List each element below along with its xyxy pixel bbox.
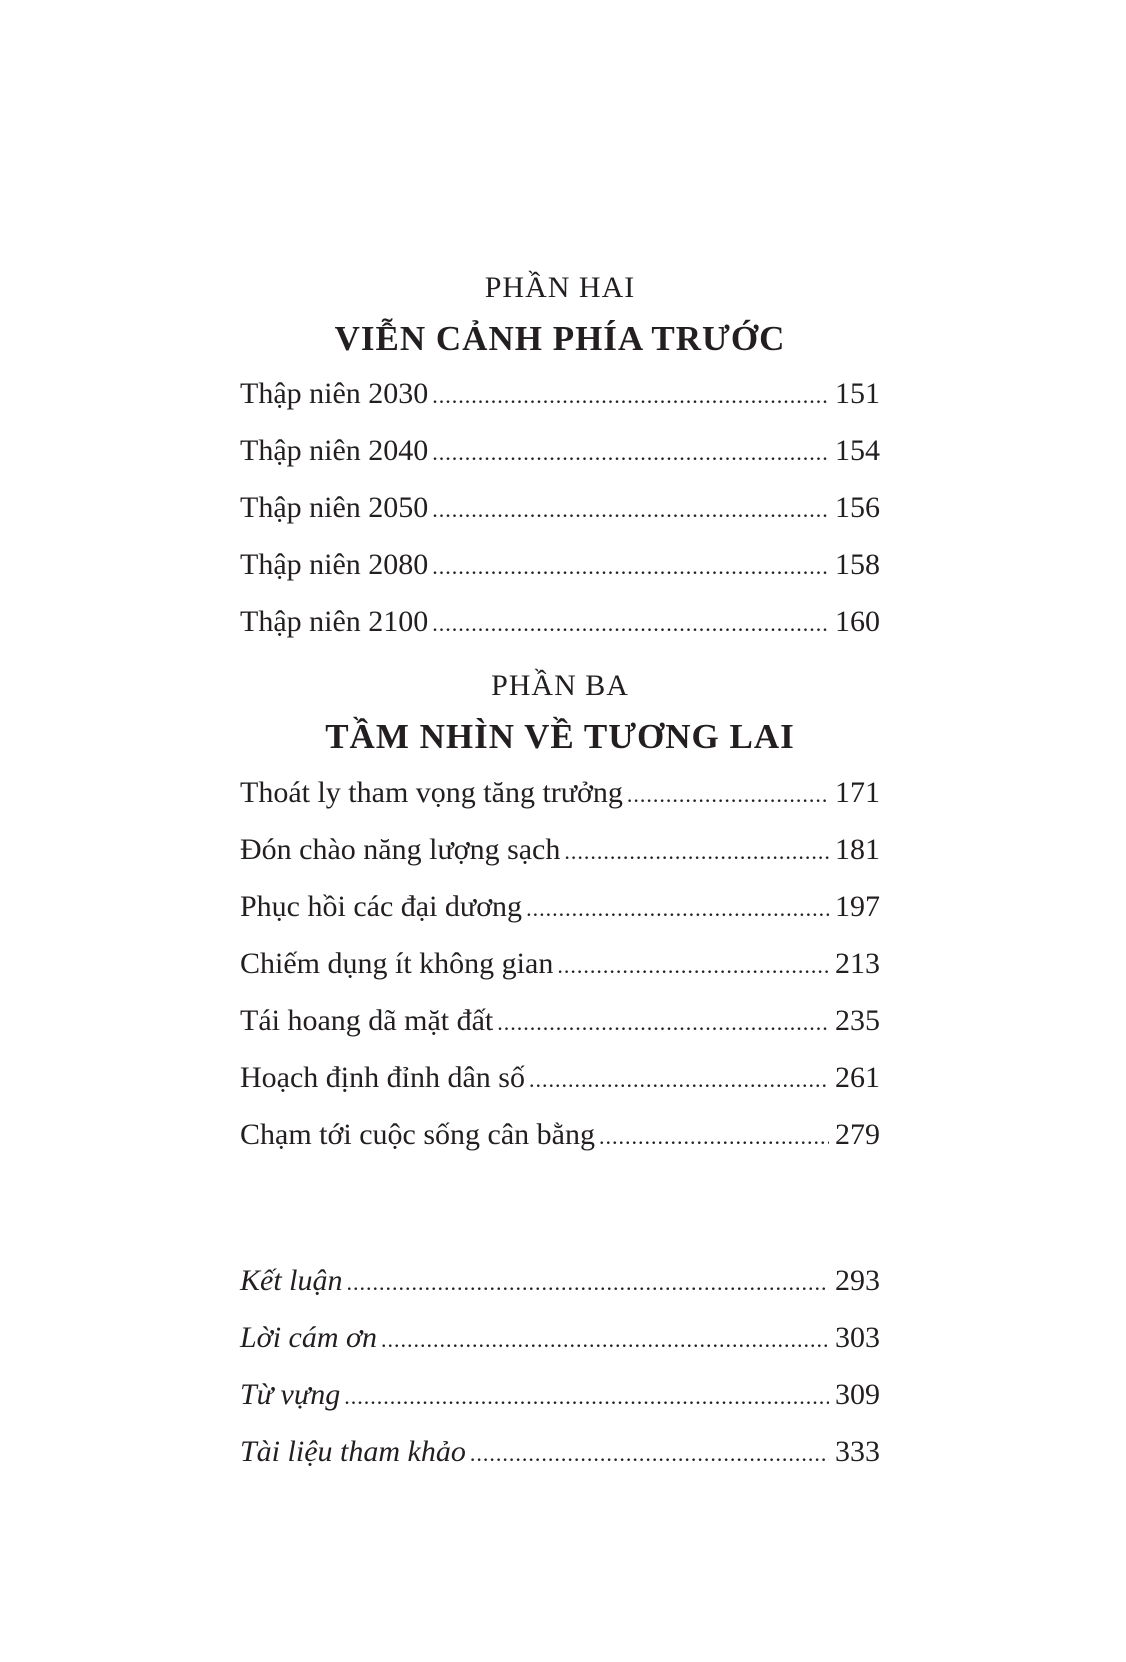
part-three-title: TẦM NHÌN VỀ TƯƠNG LAI bbox=[325, 717, 795, 756]
part-two-label: PHẦN HAI bbox=[484, 271, 636, 304]
toc-entry-page: 197 bbox=[835, 890, 880, 923]
toc-entry-page: 181 bbox=[835, 833, 880, 866]
part-three-label: PHẦN BA bbox=[491, 669, 629, 702]
toc-entry-page: 154 bbox=[835, 434, 880, 467]
dot-leader bbox=[497, 994, 829, 1051]
toc-entry-title: Từ vựng bbox=[240, 1378, 341, 1411]
toc-entry[interactable] bbox=[240, 1049, 880, 1106]
dot-leader bbox=[381, 1311, 829, 1368]
toc-entry-page: 279 bbox=[835, 1118, 880, 1151]
back-matter-entries bbox=[240, 1252, 880, 1480]
dot-leader bbox=[432, 367, 829, 424]
toc-entry[interactable] bbox=[240, 365, 880, 422]
part-two-title-wrap bbox=[240, 317, 880, 361]
toc-entry-title: Kết luận bbox=[240, 1264, 343, 1297]
toc-entry[interactable] bbox=[240, 479, 880, 536]
toc-entry-title: Tài liệu tham khảo bbox=[240, 1435, 466, 1468]
toc-entry-page: 333 bbox=[835, 1435, 880, 1468]
toc-entry[interactable] bbox=[240, 1423, 880, 1480]
toc-entry-title: Tái hoang dã mặt đất bbox=[240, 1004, 494, 1037]
toc-entry[interactable] bbox=[240, 878, 880, 935]
toc-entry-page: 293 bbox=[835, 1264, 880, 1297]
toc-entry-title: Thập niên 2040 bbox=[240, 434, 429, 467]
toc-entry[interactable] bbox=[240, 992, 880, 1049]
toc-entry[interactable] bbox=[240, 935, 880, 992]
dot-leader bbox=[347, 1254, 830, 1311]
dot-leader bbox=[627, 766, 829, 823]
toc-entry[interactable] bbox=[240, 1252, 880, 1309]
toc-entry-page: 160 bbox=[835, 605, 880, 638]
dot-leader bbox=[526, 880, 829, 937]
toc-entry-page: 171 bbox=[835, 776, 880, 809]
toc-entry[interactable] bbox=[240, 764, 880, 821]
toc-entry-title: Phục hồi các đại dương bbox=[240, 890, 523, 923]
dot-leader bbox=[599, 1108, 829, 1165]
dot-leader bbox=[432, 595, 829, 652]
toc-entry-page: 158 bbox=[835, 548, 880, 581]
dot-leader bbox=[344, 1368, 829, 1425]
toc-entry-title: Hoạch định đỉnh dân số bbox=[240, 1061, 525, 1094]
toc-entry-page: 303 bbox=[835, 1321, 880, 1354]
toc-entry-title: Thập niên 2100 bbox=[240, 605, 429, 638]
part-three-entries bbox=[240, 764, 880, 1163]
toc-entry-title: Thập niên 2050 bbox=[240, 491, 429, 524]
toc-entry-page: 156 bbox=[835, 491, 880, 524]
part-three-title-wrap bbox=[240, 715, 880, 759]
toc-entry[interactable] bbox=[240, 536, 880, 593]
toc-entry-title: Thập niên 2080 bbox=[240, 548, 429, 581]
dot-leader bbox=[470, 1425, 829, 1482]
part-three-header bbox=[240, 668, 880, 704]
toc-entry-title: Chiếm dụng ít không gian bbox=[240, 947, 554, 980]
toc-entry-page: 261 bbox=[835, 1061, 880, 1094]
dot-leader bbox=[432, 538, 829, 595]
toc-entry-page: 309 bbox=[835, 1378, 880, 1411]
toc-entry-title: Đón chào năng lượng sạch bbox=[240, 833, 561, 866]
toc-entry-title: Thoát ly tham vọng tăng trưởng bbox=[240, 776, 623, 809]
toc-entry[interactable] bbox=[240, 422, 880, 479]
part-two-title: VIỄN CẢNH PHÍA TRƯỚC bbox=[334, 319, 786, 358]
toc-entry-title: Lời cám ơn bbox=[240, 1321, 378, 1354]
dot-leader bbox=[432, 481, 829, 538]
dot-leader bbox=[564, 823, 829, 880]
toc-entry-title: Chạm tới cuộc sống cân bằng bbox=[240, 1118, 595, 1151]
part-two-header bbox=[240, 270, 880, 306]
toc-entry-page: 151 bbox=[835, 377, 880, 410]
toc-entry[interactable] bbox=[240, 593, 880, 650]
part-two-entries bbox=[240, 365, 880, 650]
toc-entry[interactable] bbox=[240, 1106, 880, 1163]
toc-entry[interactable] bbox=[240, 821, 880, 878]
toc-entry[interactable] bbox=[240, 1309, 880, 1366]
dot-leader bbox=[529, 1051, 829, 1108]
toc-entry-page: 213 bbox=[835, 947, 880, 980]
toc-entry-title: Thập niên 2030 bbox=[240, 377, 429, 410]
toc-entry[interactable] bbox=[240, 1366, 880, 1423]
dot-leader bbox=[432, 424, 829, 481]
dot-leader bbox=[557, 937, 829, 994]
toc-entry-page: 235 bbox=[835, 1004, 880, 1037]
